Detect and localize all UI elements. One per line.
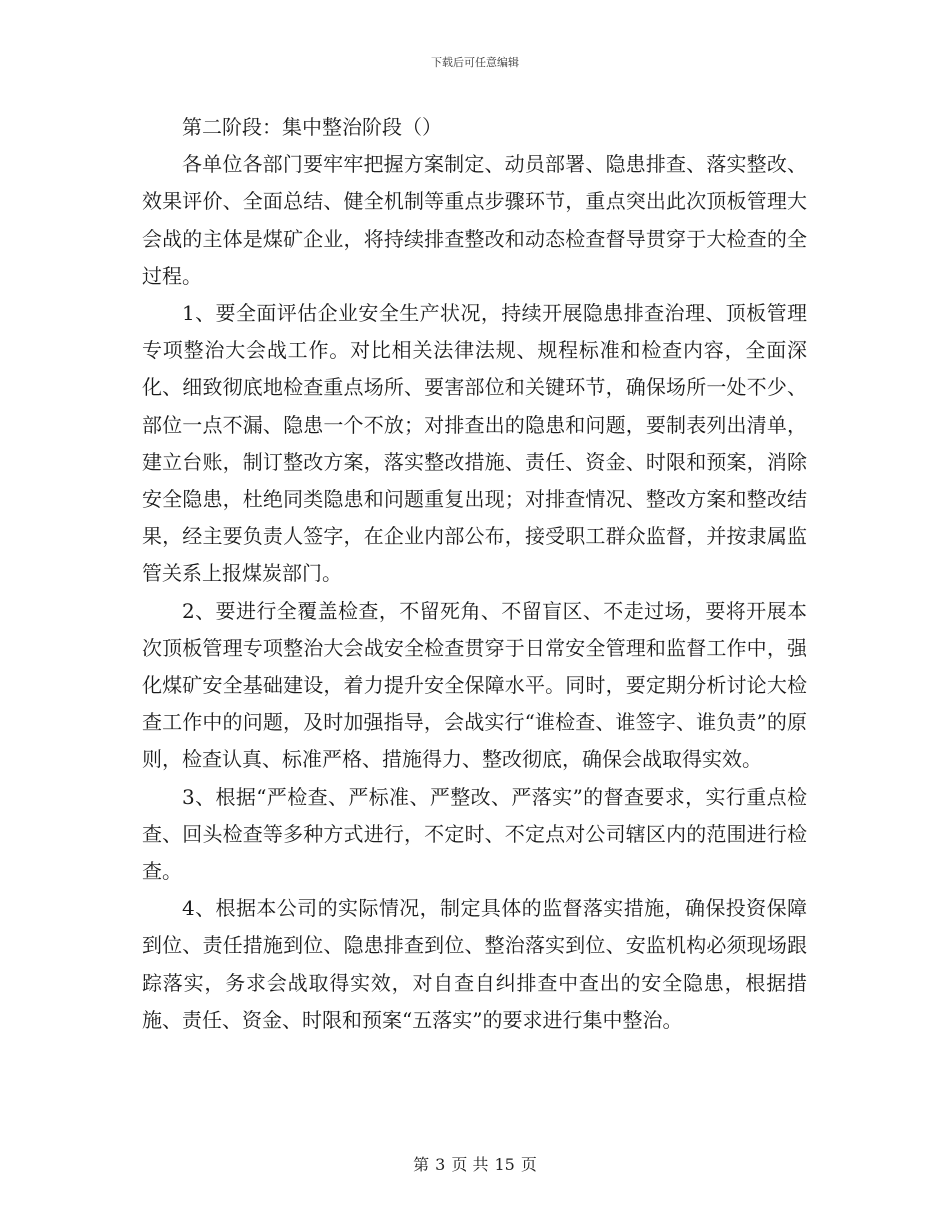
page-suffix: 页 — [520, 1155, 537, 1174]
page-footer — [0, 1152, 950, 1175]
page-prefix: 第 — [413, 1155, 430, 1174]
header-note: 下载后可任意编辑 — [431, 56, 519, 69]
paragraph-item-2: 2、要进行全覆盖检查，不留死角、不留盲区、不走过场，要将开展本次顶板管理专项整治大会战安全检查贯穿于日常安全管理和监督工作中，强化煤矿安全基础建设，着力提升安全保障水平。同时，要定期分析讨论大检查工作中的问题，及时加强指导，会战实行“谁检查、谁签字、谁负责”的原则，检查认真、标准严格、措施得力、整改彻底，确保会战取得实效。 — [142, 598, 807, 772]
paragraph-item-1: 1、要全面评估企业安全生产状况，持续开展隐患排查治理、顶板管理专项整治大会战工作。对比相关法律法规、规程标准和检查内容，全面深化、细致彻底地检查重点场所、要害部位和关键环节，确保场所一处不少、部位一点不漏、隐患一个不放；对排查出的隐患和问题，要制表列出清单，建立台账，制订整改方案，落实整改措施、责任、资金、时限和预案，消除安全隐患，杜绝同类隐患和问题重复出现；对排查情况、整改方案和整改结果，经主要负责人签字，在企业内部公布，接受职工群众监督，并按隶属监管关系上报煤炭部门。 — [142, 301, 807, 586]
current-page-number: 3 — [435, 1155, 446, 1174]
document-body — [142, 109, 807, 1039]
paragraph-intro: 各单位各部门要牢牢把握方案制定、动员部署、隐患排查、落实整改、效果评价、全面总结、健全机制等重点步骤环节，重点突出此次顶板管理大会战的主体是煤矿企业，将持续排查整改和动态检查督导贯穿于大检查的全过程。 — [142, 152, 807, 288]
page-mid: 页 共 — [451, 1155, 489, 1174]
paragraph-item-4: 4、根据本公司的实际情况，制定具体的监督落实措施，确保投资保障到位、责任措施到位、隐患排查到位、整治落实到位、安监机构必须现场跟踪落实，务求会战取得实效，对自查自纠排查中查出的安全隐患，根据措施、责任、资金、时限和预案“五落实”的要求进行集中整治。 — [142, 896, 807, 1032]
total-pages-number: 15 — [494, 1155, 515, 1174]
section-heading: 第二阶段：集中整治阶段（） — [182, 115, 442, 139]
paragraph-item-3: 3、根据“严检查、严标准、严整改、严落实”的督查要求，实行重点检查、回头检查等多种方式进行，不定时、不定点对公司辖区内的范围进行检查。 — [142, 784, 807, 884]
